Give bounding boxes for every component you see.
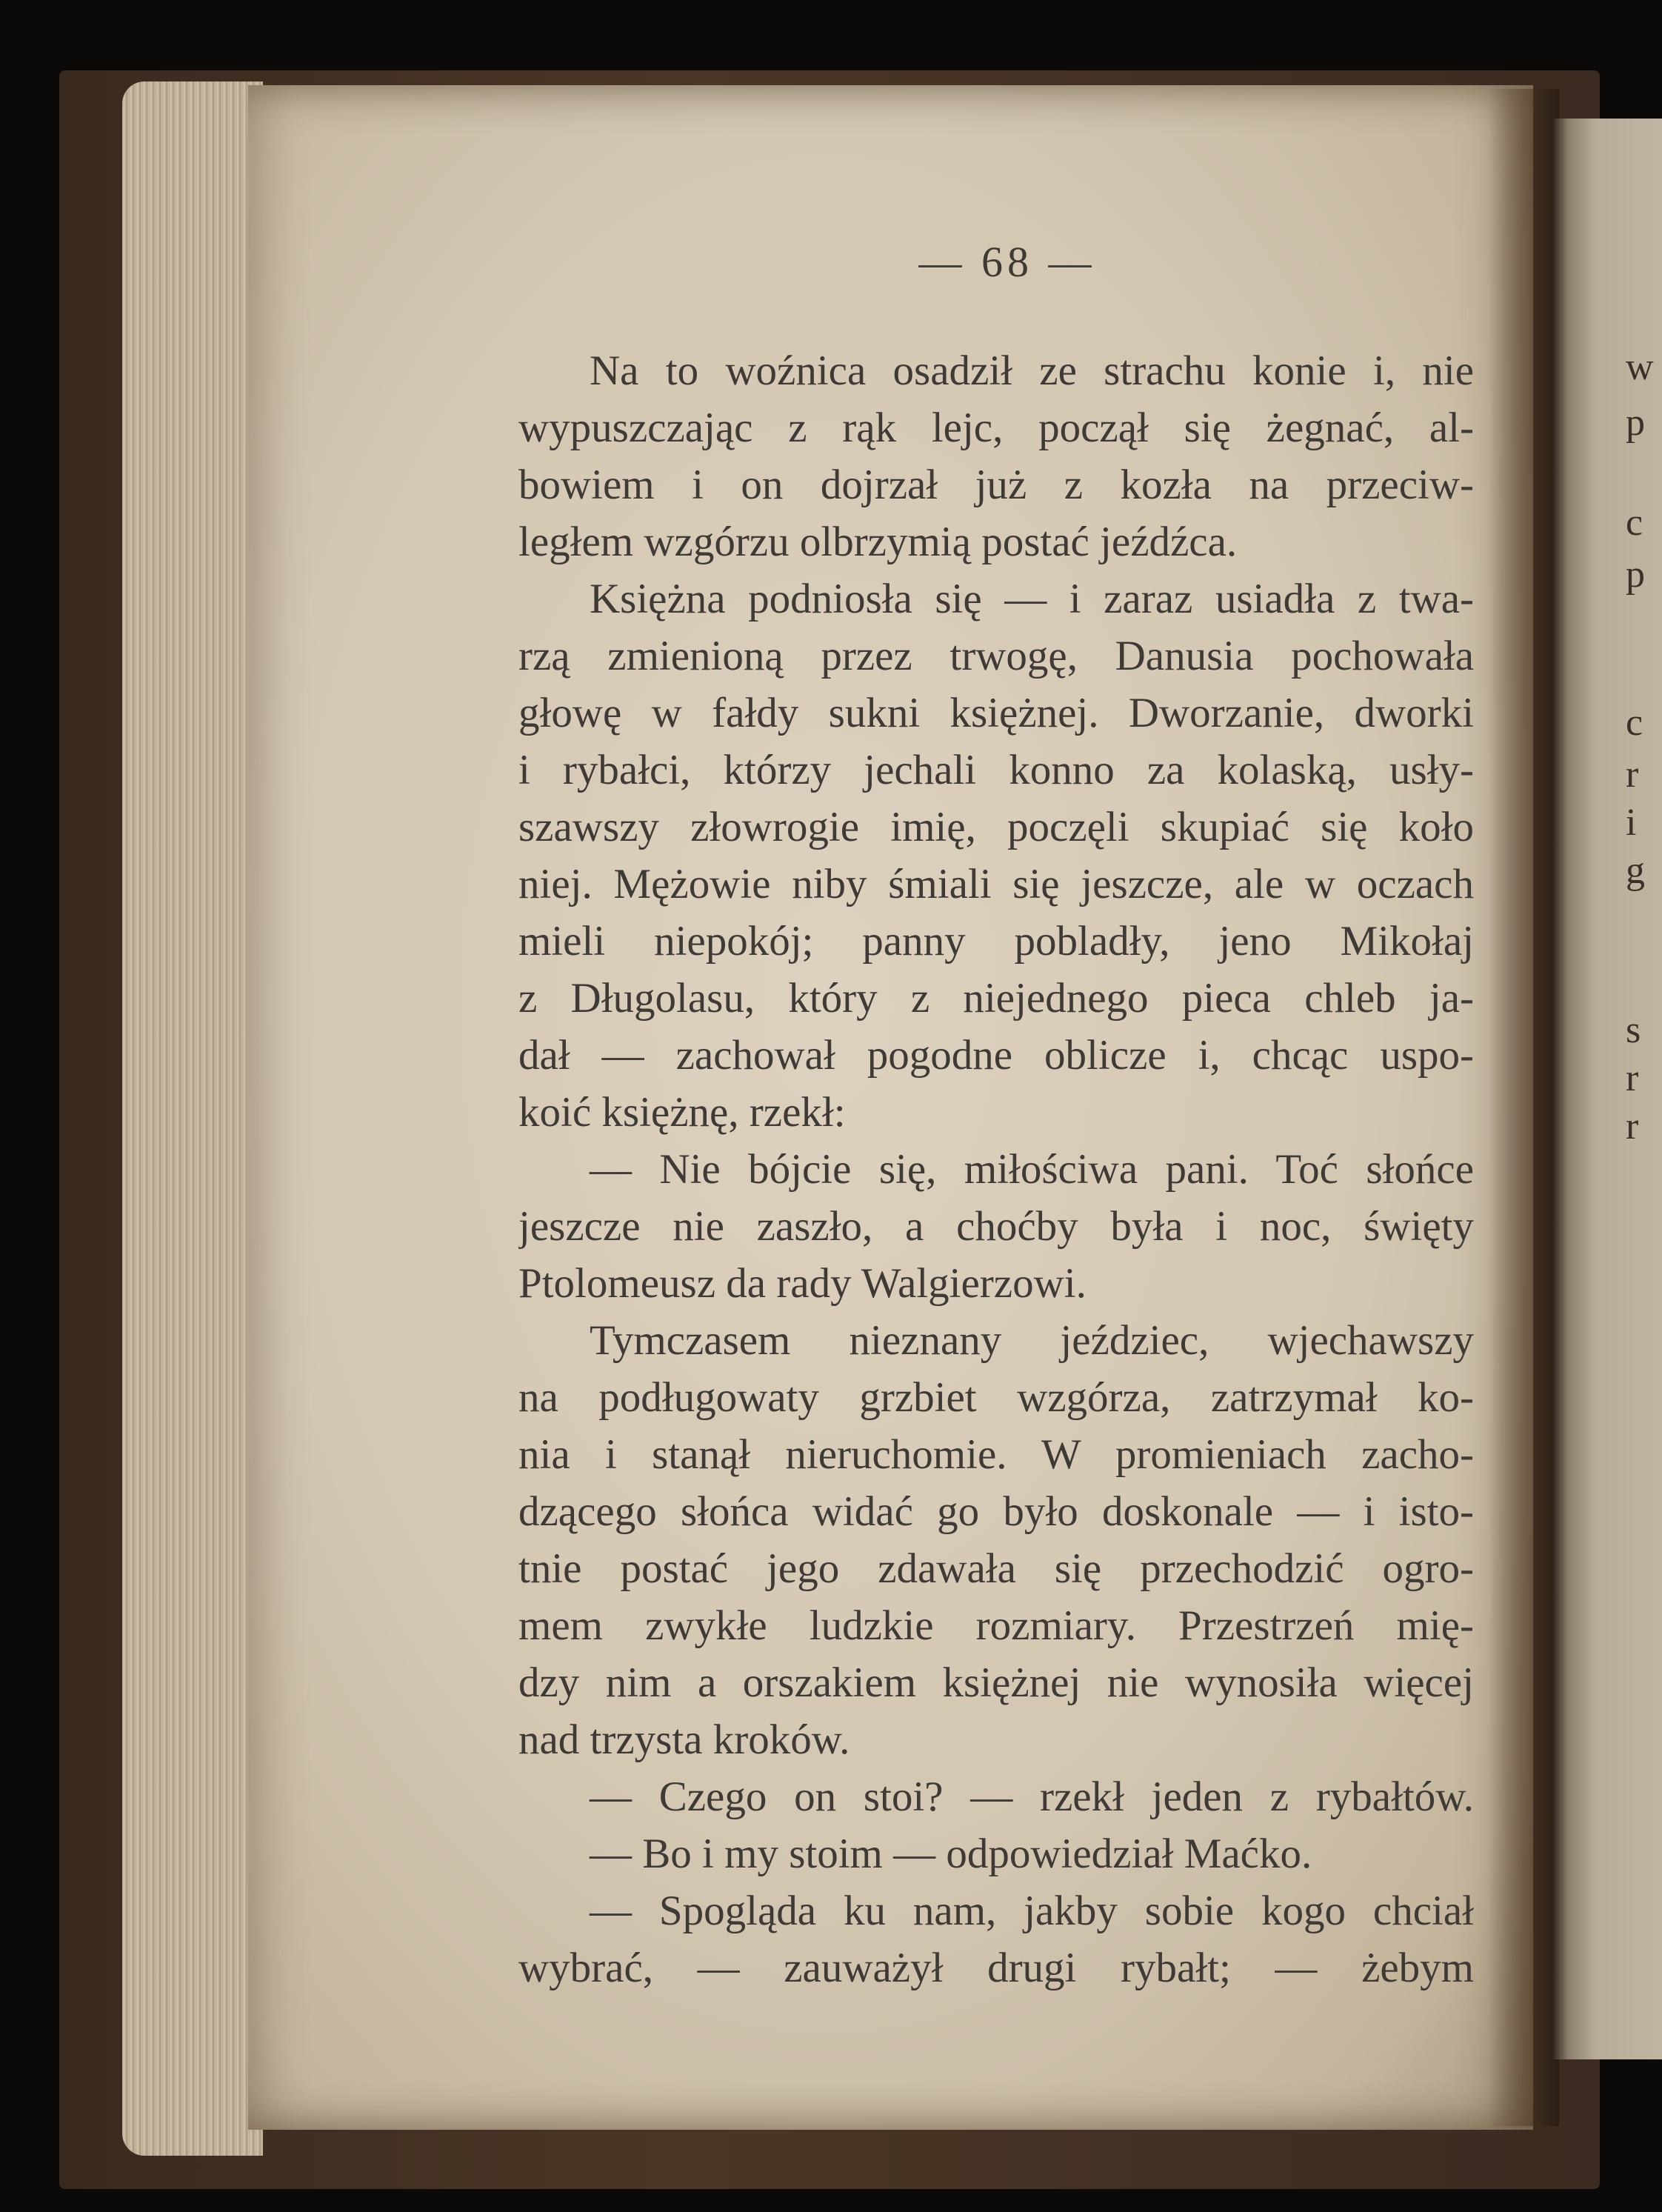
next-page-letter: i (1626, 802, 1637, 844)
text-line: wybrać, — zauważył drugi rybałt; — żebym (518, 1945, 1474, 1991)
text-line: na podługowaty grzbiet wzgórza, zatrzymał ko- (518, 1374, 1474, 1421)
next-page-edge (1552, 119, 1662, 2059)
text-line: wypuszczając z rąk lejc, począł się żegnać, al- (518, 404, 1474, 451)
next-page-letter: w (1626, 346, 1654, 388)
text-line: jeszcze nie zaszło, a choćby była i noc, święty (518, 1203, 1474, 1250)
text-line: Ptolomeusz da rady Walgierzowi. (518, 1260, 1087, 1307)
next-page-letter: c (1626, 702, 1643, 744)
text-line: z Długolasu, który z niejednego pieca chleb ja- (518, 975, 1474, 1022)
text-line: bowiem i on dojrzał już z kozła na przeciw- (518, 462, 1474, 508)
text-line: szawszy złowrogie imię, poczęli skupiać się koło (518, 804, 1474, 850)
page-edges (122, 81, 263, 2156)
book-gutter (1489, 89, 1559, 2126)
text-line: i rybałci, którzy jechali konno za kolaską, usły- (518, 747, 1474, 793)
text-line: — Spogląda ku nam, jakby sobie kogo chciał (590, 1888, 1474, 1934)
text-line: Księżna podniosła się — i zaraz usiadła z twa- (590, 576, 1474, 622)
text-line: niej. Mężowie niby śmiali się jeszcze, ale w oczach (518, 861, 1474, 907)
text-line: dzącego słońca widać go było doskonale — i isto- (518, 1488, 1474, 1535)
text-line: nad trzysta kroków. (518, 1716, 850, 1763)
next-page-letter: r (1626, 753, 1639, 796)
next-page-letter: s (1626, 1009, 1641, 1051)
text-line: mieli niepokój; panny pobladły, jeno Mikołaj (518, 918, 1474, 965)
text-line: głowę w fałdy sukni księżnej. Dworzanie, dworki (518, 690, 1474, 736)
next-page-letter: p (1626, 402, 1645, 444)
text-line: Na to woźnica osadził ze strachu konie i, nie (590, 347, 1474, 394)
text-line: — Bo i my stoim — odpowiedział Maćko. (590, 1830, 1312, 1877)
text-line: — Czego on stoi? — rzekł jeden z rybałtów. (590, 1773, 1474, 1820)
text-line: mem zwykłe ludzkie rozmiary. Przestrzeń mię- (518, 1602, 1474, 1649)
next-page-letter: g (1626, 850, 1645, 892)
next-page-letter: c (1626, 502, 1643, 544)
text-line: dał — zachował pogodne oblicze i, chcąc uspo- (518, 1032, 1474, 1079)
page-number: — 68 — (918, 238, 1096, 286)
next-page-letter: r (1626, 1105, 1639, 1147)
next-page-letter: p (1626, 553, 1645, 596)
text-line: koić księżnę, rzekł: (518, 1089, 846, 1136)
text-line: dzy nim a orszakiem księżnej nie wynosiła więcej (518, 1659, 1474, 1706)
page-text (518, 342, 1474, 1996)
text-line: nia i stanął nieruchomie. W promieniach zacho- (518, 1431, 1474, 1478)
text-line: tnie postać jego zdawała się przechodzić ogro- (518, 1545, 1474, 1592)
text-line: ległem wzgórzu olbrzymią postać jeźdźca. (518, 519, 1238, 565)
text-line: Tymczasem nieznany jeździec, wjechawszy (590, 1317, 1474, 1364)
text-line: rzą zmienioną przez trwogę, Danusia pochowała (518, 633, 1474, 679)
next-page-letter: r (1626, 1057, 1639, 1099)
text-line: — Nie bójcie się, miłościwa pani. Toć słońce (590, 1146, 1474, 1193)
